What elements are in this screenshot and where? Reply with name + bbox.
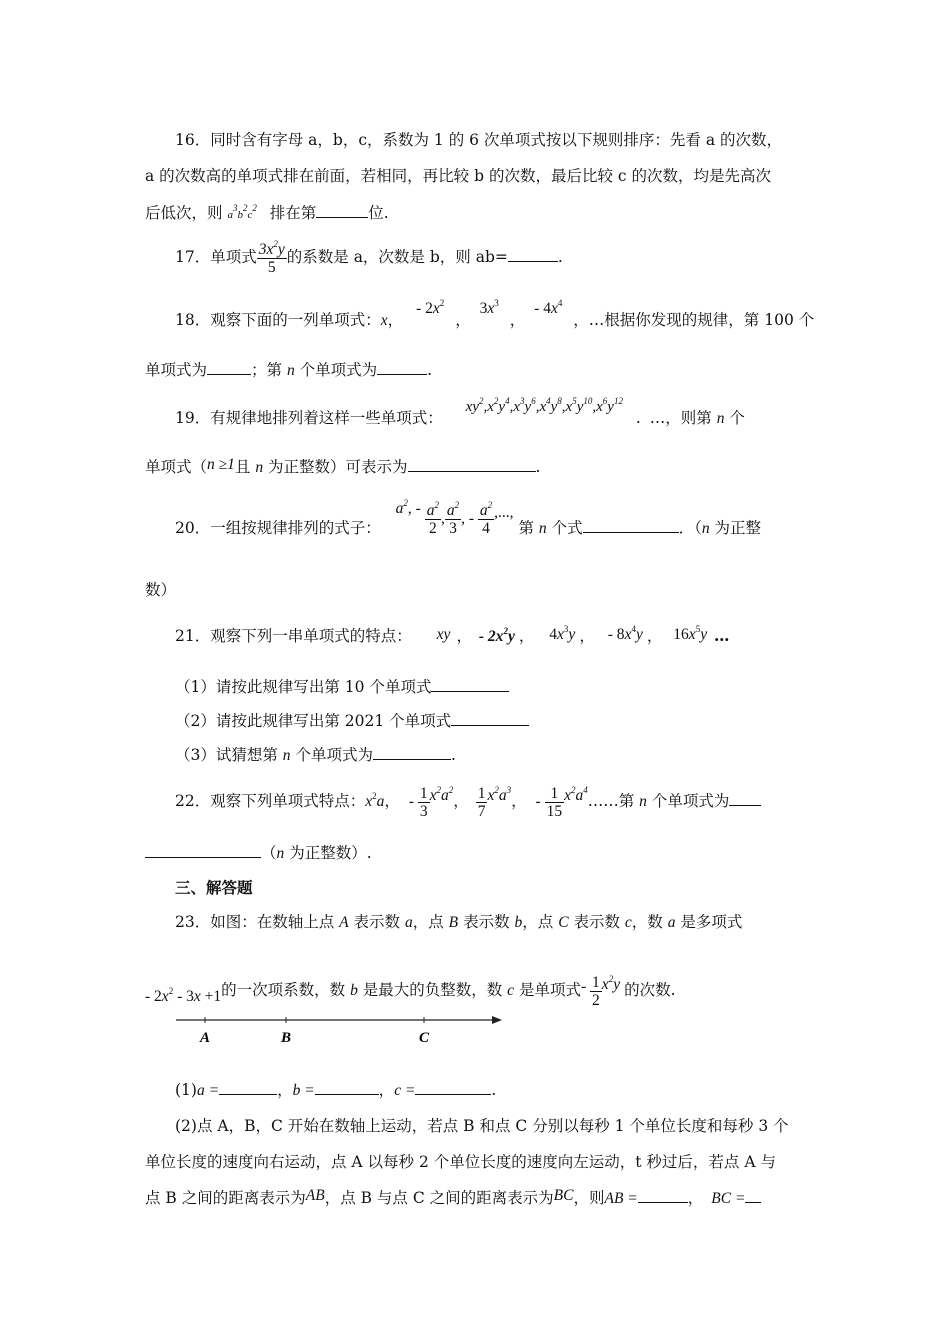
q21-sub2-blank[interactable] (451, 711, 529, 726)
q20-line2: 数） (145, 581, 177, 599)
q19-text-a: 单项式（ (145, 458, 208, 476)
q23-p2-line1: (2)点 A，B，C 开始在数轴上运动，若点 B 和点 C 分别以每秒 1 个单位长度和每秒 3 个 (175, 1117, 789, 1135)
q19-suffix-b: 个 (724, 409, 745, 427)
q22-prefix: 22．观察下列单项式特点： (175, 792, 366, 810)
q23-var-b: b (514, 914, 523, 931)
q23-p2-t3: ，则 (573, 1189, 605, 1207)
q17-end: . (557, 248, 563, 266)
q16-line3 (145, 203, 389, 225)
q22-term4-frac: $\frac{1}{15}$ (546, 784, 563, 820)
q22-term2: $x^2a^2$ (429, 785, 454, 804)
q16-text-a: 后低次，则 (145, 204, 223, 222)
q23-p1 (175, 1080, 496, 1101)
q23-p1-sep1: ， (277, 1081, 293, 1099)
q19-var-n2: n (255, 459, 264, 476)
q17-prefix: 17．单项式 (175, 248, 257, 266)
q23-p2-blank-ab[interactable] (638, 1188, 688, 1203)
q19-sequence: $xy^2,x^2y^4,x^3y^6,x^4y^8,x^5y^{10},x^6y^{12}$ (465, 396, 623, 415)
q20-var-n: n (538, 520, 547, 537)
q20-suffix-b: 个式 (546, 519, 583, 537)
q21-term1: xy (436, 626, 451, 643)
q23-p2-blank-bc[interactable] (745, 1188, 761, 1203)
q23-t1: 23．如图：在数轴上点 (175, 913, 340, 931)
q21-prefix: 21．观察下列一串单项式的特点： (175, 627, 412, 645)
q22-suffix-b: 个单项式为 (646, 792, 730, 810)
q22-blank-part1[interactable] (729, 791, 761, 806)
q23-t4: 表示数 (458, 913, 515, 931)
q23-line1 (175, 912, 742, 933)
q21-sub3-blank[interactable] (373, 745, 451, 760)
q23-p1-label: (1) (175, 1081, 197, 1099)
q21-sub3 (175, 745, 456, 766)
label-C: C (418, 1030, 430, 1046)
q17-line (175, 237, 563, 277)
q22-line1: 22．观察下列单项式特点：$x^2a$， - $\frac{1}{3}$ $x^2a^2$， $\frac{1}{7}$ $x^2a^3$， - $\frac{1}{15}$ $x^2a^4\dots\dots$第 n 个单项式为 (175, 778, 761, 825)
label-B: B (280, 1030, 292, 1046)
q21-var-n: n (282, 747, 291, 764)
q18-text-d: . (427, 361, 433, 379)
q18-blank-100[interactable] (207, 360, 251, 375)
q21-term3: $4x^3y$ (549, 624, 576, 643)
q22-term3: $x^2a^3$ (487, 785, 512, 804)
q19-suffix-a: …，则第 (649, 409, 717, 427)
q16-monomial: $a^3b^2c^2$ (227, 203, 257, 221)
q23-l2-var-c: c (507, 982, 515, 999)
q23-p1-c: c = (394, 1082, 416, 1099)
q19-text-b: 且 (234, 458, 256, 476)
q21-sub3-a: （3）试猜想第 (175, 746, 283, 764)
number-line-arrow (492, 1016, 502, 1024)
q23-p2-bc: BC (553, 1187, 574, 1204)
q21-ellipsis: … (714, 626, 730, 645)
q21-term5: $16x^5y$ (673, 624, 708, 643)
q22-var-n2: n (276, 845, 285, 862)
q17-suffix: 的系数是 a，次数是 b，则 ab= (286, 248, 508, 266)
q18-text-c: 个单项式为 (294, 361, 378, 379)
q21-sub1-text: （1）请按此规律写出第 10 个单项式 (175, 678, 432, 696)
q16-line2: a 的次数高的单项式排在前面，若相同，再比较 b 的次数，最后比较 c 的次数，均是先高次 (145, 167, 771, 185)
q19-line2 (145, 457, 540, 478)
q18-term4: - $4x^4$ (534, 298, 563, 317)
q21-sub3-b: 个单项式为 (290, 746, 373, 764)
q19-prefix: 19．有规律地排列着这样一些单项式： (175, 409, 443, 427)
q22-suffix-a: ……第 (587, 792, 640, 810)
q18-blank-n[interactable] (377, 360, 427, 375)
q20-prefix: 20．一组按规律排列的式子： (175, 519, 381, 537)
q23-t7: ，数 (631, 913, 668, 931)
q22-var-n: n (639, 793, 647, 810)
q17-fraction: $\frac{3x^2y}{5}$ (258, 238, 285, 276)
q19-text-d: . (535, 458, 541, 476)
section-title: 三、解答题 (175, 879, 253, 897)
q22-text-a: （ (261, 844, 277, 862)
q23-monomial-frac: $\frac{1}{2}$ (592, 973, 600, 1009)
label-A: A (199, 1030, 211, 1046)
q23-var-A: A (339, 914, 349, 931)
q18-suffix: ，…根据你发现的规律，第 100 个 (573, 311, 815, 329)
q17-answer-blank[interactable] (508, 247, 558, 262)
q23-var-a: a (404, 914, 413, 931)
q20-suffix-d: 为正整 (709, 519, 762, 537)
q22-term2-frac: $\frac{1}{3}$ (419, 784, 428, 820)
q18-text-b: ；第 (251, 361, 287, 379)
q21-line1: 21．观察下列一串单项式的特点： xy ， - $2x^2y$ ， $4x^3y$ ， - $8x^4y$ ， $16x^5y$ … (175, 624, 730, 645)
q23-polynomial: - $2x^2 - 3x +1$ (145, 986, 222, 1005)
q21-sub3-c: . (450, 746, 456, 764)
q23-p2-t1: 点 B 之间的距离表示为 (145, 1189, 306, 1207)
q18-prefix: 18．观察下面的一列单项式： (175, 311, 381, 329)
q23-var-a2: a (667, 914, 676, 931)
q23-l2-var-b: b (350, 982, 358, 999)
q23-p2-ab-eq: AB = (604, 1190, 638, 1207)
q23-p2-bc-eq: BC = (711, 1190, 746, 1207)
q21-term2: - $2x^2y$ (478, 626, 515, 645)
q19-line1: 19．有规律地排列着这样一些单项式： $xy^2,x^2y^4,x^3y^6,x^4y^8,x^5y^{10},x^6y^{12}$ . …，则第 n 个 (175, 396, 745, 427)
q20-suffix-c: ．（ (678, 519, 702, 537)
q23-t8: 是多项式 (675, 913, 743, 931)
q19-var-n: n (716, 410, 725, 427)
q21-sub1 (175, 677, 509, 697)
q23-l2-a: 的一次项系数，数 (221, 981, 351, 999)
q16-text-b: 排在第 (269, 204, 317, 222)
q21-sub2 (175, 711, 529, 731)
q23-p2-line3 (145, 1188, 761, 1209)
q22-term4: $x^2a^4$ (564, 785, 588, 804)
q23-p1-blank-a[interactable] (219, 1080, 277, 1095)
number-line (170, 1008, 510, 1052)
q23-p1-a: a = (196, 1082, 220, 1099)
q23-line2: - $2x^2 - 3x +1$的一次项系数，数 b 是最大的负整数，数 c 是单项式- $\frac{1}{2}$ $x^2y$ 的次数. (145, 973, 676, 1009)
q23-p1-blank-c[interactable] (415, 1080, 491, 1095)
q21-term4: - $8x^4y$ (607, 624, 643, 643)
q23-t3: ，点 (412, 913, 449, 931)
q23-p1-blank-b[interactable] (315, 1080, 379, 1095)
q16-line1: 16．同时含有字母 a，b，c，系数为 1 的 6 次单项式按以下规则排序：先看 a 的次数， (175, 131, 783, 149)
q18-line2 (145, 360, 432, 381)
q23-l2-d: 的次数. (624, 981, 676, 999)
q23-var-c: c (624, 914, 632, 931)
q23-t6: 表示数 (568, 913, 625, 931)
q20-answer-blank[interactable] (583, 518, 679, 533)
q19-cond: n ≥1 (207, 456, 235, 473)
q21-sub1-blank[interactable] (431, 677, 509, 692)
q23-p1-b: b = (292, 1082, 315, 1099)
q22-term1: x (365, 793, 373, 810)
q23-var-B: B (448, 914, 459, 931)
q16-answer-blank[interactable] (316, 203, 368, 218)
q23-l2-b: 是最大的负整数，数 (357, 981, 508, 999)
q23-p2-line2: 单位长度的速度向右运动，点 A 以每秒 2 个单位长度的速度向左运动，t 秒过后，若点 A 与 (145, 1153, 776, 1171)
q23-p1-end: . (491, 1081, 497, 1099)
q19-answer-blank[interactable] (408, 457, 536, 472)
q22-blank-part2[interactable] (145, 843, 261, 858)
q19-text-c: 为正整数）可表示为 (263, 458, 408, 476)
q23-l2-c: 是单项式 (514, 981, 581, 999)
q22-line2 (145, 843, 372, 864)
q20-suffix-a: 第 (518, 519, 539, 537)
q22-term3-frac: $\frac{1}{7}$ (477, 784, 486, 820)
q21-sub2-text: （2）请按此规律写出第 2021 个单项式 (175, 712, 452, 730)
q23-monomial: $x^2y$ (601, 974, 621, 993)
q16-text-c: 位. (368, 204, 389, 222)
q23-t2: 表示数 (348, 913, 405, 931)
q23-p1-sep2: ， (378, 1081, 395, 1099)
q23-p2-t2: ，点 B 与点 C 之间的距离表示为 (324, 1189, 554, 1207)
q20-line1 (175, 498, 762, 552)
q23-p2-t4: ， (687, 1189, 704, 1207)
q23-var-C: C (558, 914, 569, 931)
q18-text-a: 单项式为 (145, 361, 208, 379)
q18-term3: $3x^3$ (479, 298, 499, 317)
q22-text-b: 为正整数）. (284, 844, 372, 862)
q20-sequence: $a^2$, - $\frac{a^2}{2}$ , $\frac{a^2}{3}$ , - $\frac{a^2}{4}$ ,..., (395, 498, 514, 537)
q23-p2-ab: AB (305, 1187, 325, 1204)
q23-t5: ，点 (522, 913, 559, 931)
q18-term2: - $2x^2$ (416, 298, 445, 317)
q20-var-n2: n (701, 520, 710, 537)
q18-term1: x (380, 312, 388, 329)
q18-line1: 18．观察下面的一列单项式：x， - $2x^2$ ， $3x^3$ ， - $4x^4$ ，…根据你发现的规律，第 100 个 (175, 298, 815, 329)
q18-var-n: n (286, 362, 295, 379)
